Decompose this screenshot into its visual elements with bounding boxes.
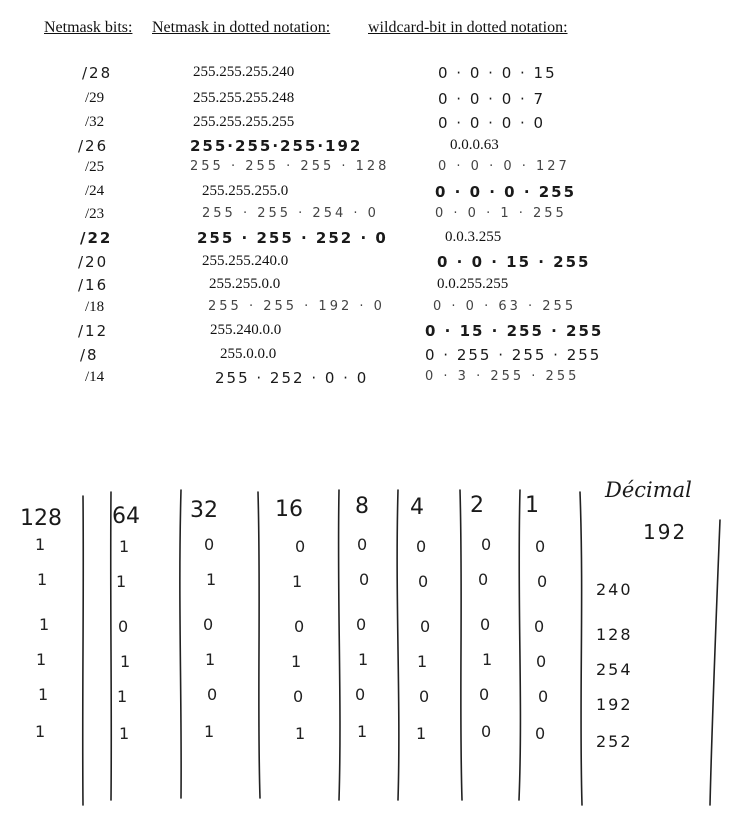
bit-value: 1 <box>204 722 215 741</box>
bit-value: 1 <box>120 652 131 671</box>
netmask-dotted: 255 · 255 · 252 · 0 <box>197 229 388 247</box>
netmask-bits: /29 <box>85 90 105 106</box>
bit-value: 0 <box>538 687 549 706</box>
bit-value: 0 <box>420 617 431 636</box>
netmask-bits: /20 <box>78 253 109 271</box>
column-divider <box>580 492 582 805</box>
decimal-value: 192 <box>643 520 688 544</box>
bit-value: 0 <box>536 652 547 671</box>
bit-value: 1 <box>292 572 303 591</box>
bit-value: 0 <box>534 617 545 636</box>
netmask-dotted: 255.255.0.0 <box>209 276 281 292</box>
bit-weight-header: 16 <box>275 497 303 522</box>
bit-value: 1 <box>38 685 49 704</box>
bit-value: 0 <box>293 687 304 706</box>
bit-value: 0 <box>535 537 546 556</box>
bit-value: 0 <box>419 687 430 706</box>
netmask-dotted: 255.255.255.0 <box>202 183 289 199</box>
bit-value: 0 <box>207 685 218 704</box>
wildcard-dotted: 0 · 0 · 0 · 7 <box>438 90 546 108</box>
bit-weight-header: 8 <box>355 494 369 519</box>
netmask-bits: /8 <box>80 346 99 364</box>
column-divider <box>83 496 84 805</box>
bit-value: 0 <box>480 615 491 634</box>
bit-weight-header: 4 <box>410 495 424 520</box>
bit-weight-header: 32 <box>190 498 218 523</box>
bit-value: 1 <box>37 570 48 589</box>
bit-value: 1 <box>119 724 130 743</box>
bit-weight-header: 2 <box>470 493 484 518</box>
netmask-dotted: 255.255.255.248 <box>193 90 295 106</box>
decimal-value: 128 <box>596 625 633 644</box>
bit-value: 1 <box>482 650 493 669</box>
bit-value: 0 <box>355 685 366 704</box>
column-divider <box>258 492 260 798</box>
bit-value: 0 <box>357 535 368 554</box>
bit-value: 0 <box>359 570 370 589</box>
bit-value: 0 <box>203 615 214 634</box>
netmask-dotted: 255.255.240.0 <box>202 253 289 269</box>
netmask-dotted: 255·255·255·192 <box>190 137 363 155</box>
netmask-dotted: 255 · 255 · 255 · 128 <box>190 159 390 174</box>
bit-value: 1 <box>291 652 302 671</box>
wildcard-dotted: 0 · 255 · 255 · 255 <box>425 346 602 364</box>
netmask-bits: /28 <box>82 64 113 82</box>
netmask-bits: /14 <box>85 369 105 385</box>
bit-value: 0 <box>204 535 215 554</box>
netmask-bits: /24 <box>85 183 105 199</box>
wildcard-dotted: 0 · 0 · 15 · 255 <box>437 253 591 271</box>
decimal-header: Décimal <box>605 478 692 502</box>
wildcard-dotted: 0.0.0.63 <box>450 137 499 153</box>
decimal-value: 240 <box>596 580 633 599</box>
netmask-dotted: 255 · 252 · 0 · 0 <box>215 369 369 387</box>
bit-value: 0 <box>356 615 367 634</box>
netmask-bits: /25 <box>85 159 105 175</box>
bit-value: 1 <box>36 650 47 669</box>
bit-value: 1 <box>116 572 127 591</box>
wildcard-dotted: 0 · 0 · 0 · 15 <box>438 64 557 82</box>
bit-value: 1 <box>35 722 46 741</box>
wildcard-dotted: 0 · 0 · 63 · 255 <box>433 299 577 314</box>
netmask-dotted: 255 · 255 · 254 · 0 <box>202 206 379 221</box>
bit-value: 1 <box>417 652 428 671</box>
header-netmask-bits: Netmask bits: <box>44 19 133 36</box>
bit-value: 1 <box>416 724 427 743</box>
column-divider <box>180 490 181 798</box>
wildcard-dotted: 0 · 0 · 0 · 127 <box>438 159 570 174</box>
netmask-bits: /26 <box>78 137 109 155</box>
column-divider <box>460 490 462 800</box>
netmask-bits: /12 <box>78 322 109 340</box>
header-dotted-notation: Netmask in dotted notation: <box>152 19 331 36</box>
bit-value: 1 <box>119 537 130 556</box>
netmask-dotted: 255.255.255.240 <box>193 64 295 80</box>
wildcard-dotted: 0.0.3.255 <box>445 229 502 245</box>
decimal-value: 192 <box>596 695 633 714</box>
column-divider <box>710 520 720 805</box>
column-divider <box>339 490 340 800</box>
header-wildcard-notation: wildcard-bit in dotted notation: <box>368 19 568 36</box>
bit-value: 1 <box>39 615 50 634</box>
wildcard-dotted: 0 · 0 · 0 · 255 <box>435 183 577 201</box>
netmask-dotted: 255.0.0.0 <box>220 346 277 362</box>
wildcard-dotted: 0 · 0 · 1 · 255 <box>435 206 567 221</box>
bit-weight-header: 64 <box>112 504 140 529</box>
bit-value: 1 <box>357 722 368 741</box>
bit-value: 0 <box>479 685 490 704</box>
bit-weight-header: 128 <box>20 506 62 531</box>
bit-weight-header: 1 <box>525 493 539 518</box>
bit-value: 1 <box>117 687 128 706</box>
bit-value: 1 <box>295 724 306 743</box>
netmask-dotted: 255 · 255 · 192 · 0 <box>208 299 385 314</box>
column-divider <box>519 490 520 800</box>
decimal-value: 254 <box>596 660 633 679</box>
netmask-bits: /23 <box>85 206 105 222</box>
bit-value: 0 <box>295 537 306 556</box>
bit-value: 1 <box>35 535 46 554</box>
bit-value: 0 <box>481 722 492 741</box>
column-divider <box>111 492 112 800</box>
wildcard-dotted: 0 · 15 · 255 · 255 <box>425 322 604 340</box>
bit-value: 1 <box>205 650 216 669</box>
bit-value: 0 <box>537 572 548 591</box>
bit-value: 0 <box>118 617 129 636</box>
bit-value: 0 <box>416 537 427 556</box>
wildcard-dotted: 0 · 0 · 0 · 0 <box>438 114 546 132</box>
decimal-value: 252 <box>596 732 633 751</box>
bit-value: 0 <box>478 570 489 589</box>
netmask-bits: /32 <box>85 114 105 130</box>
bit-value: 0 <box>481 535 492 554</box>
wildcard-dotted: 0 · 3 · 255 · 255 <box>425 369 580 384</box>
bit-value: 0 <box>418 572 429 591</box>
netmask-dotted: 255.240.0.0 <box>210 322 282 338</box>
netmask-bits: /16 <box>78 276 109 294</box>
bit-value: 0 <box>535 724 546 743</box>
bit-value: 1 <box>206 570 217 589</box>
bit-value: 1 <box>358 650 369 669</box>
column-divider <box>397 490 399 800</box>
netmask-dotted: 255.255.255.255 <box>193 114 295 130</box>
netmask-bits: /22 <box>80 229 113 247</box>
bit-value: 0 <box>294 617 305 636</box>
wildcard-dotted: 0.0.255.255 <box>437 276 509 292</box>
netmask-bits: /18 <box>85 299 105 315</box>
